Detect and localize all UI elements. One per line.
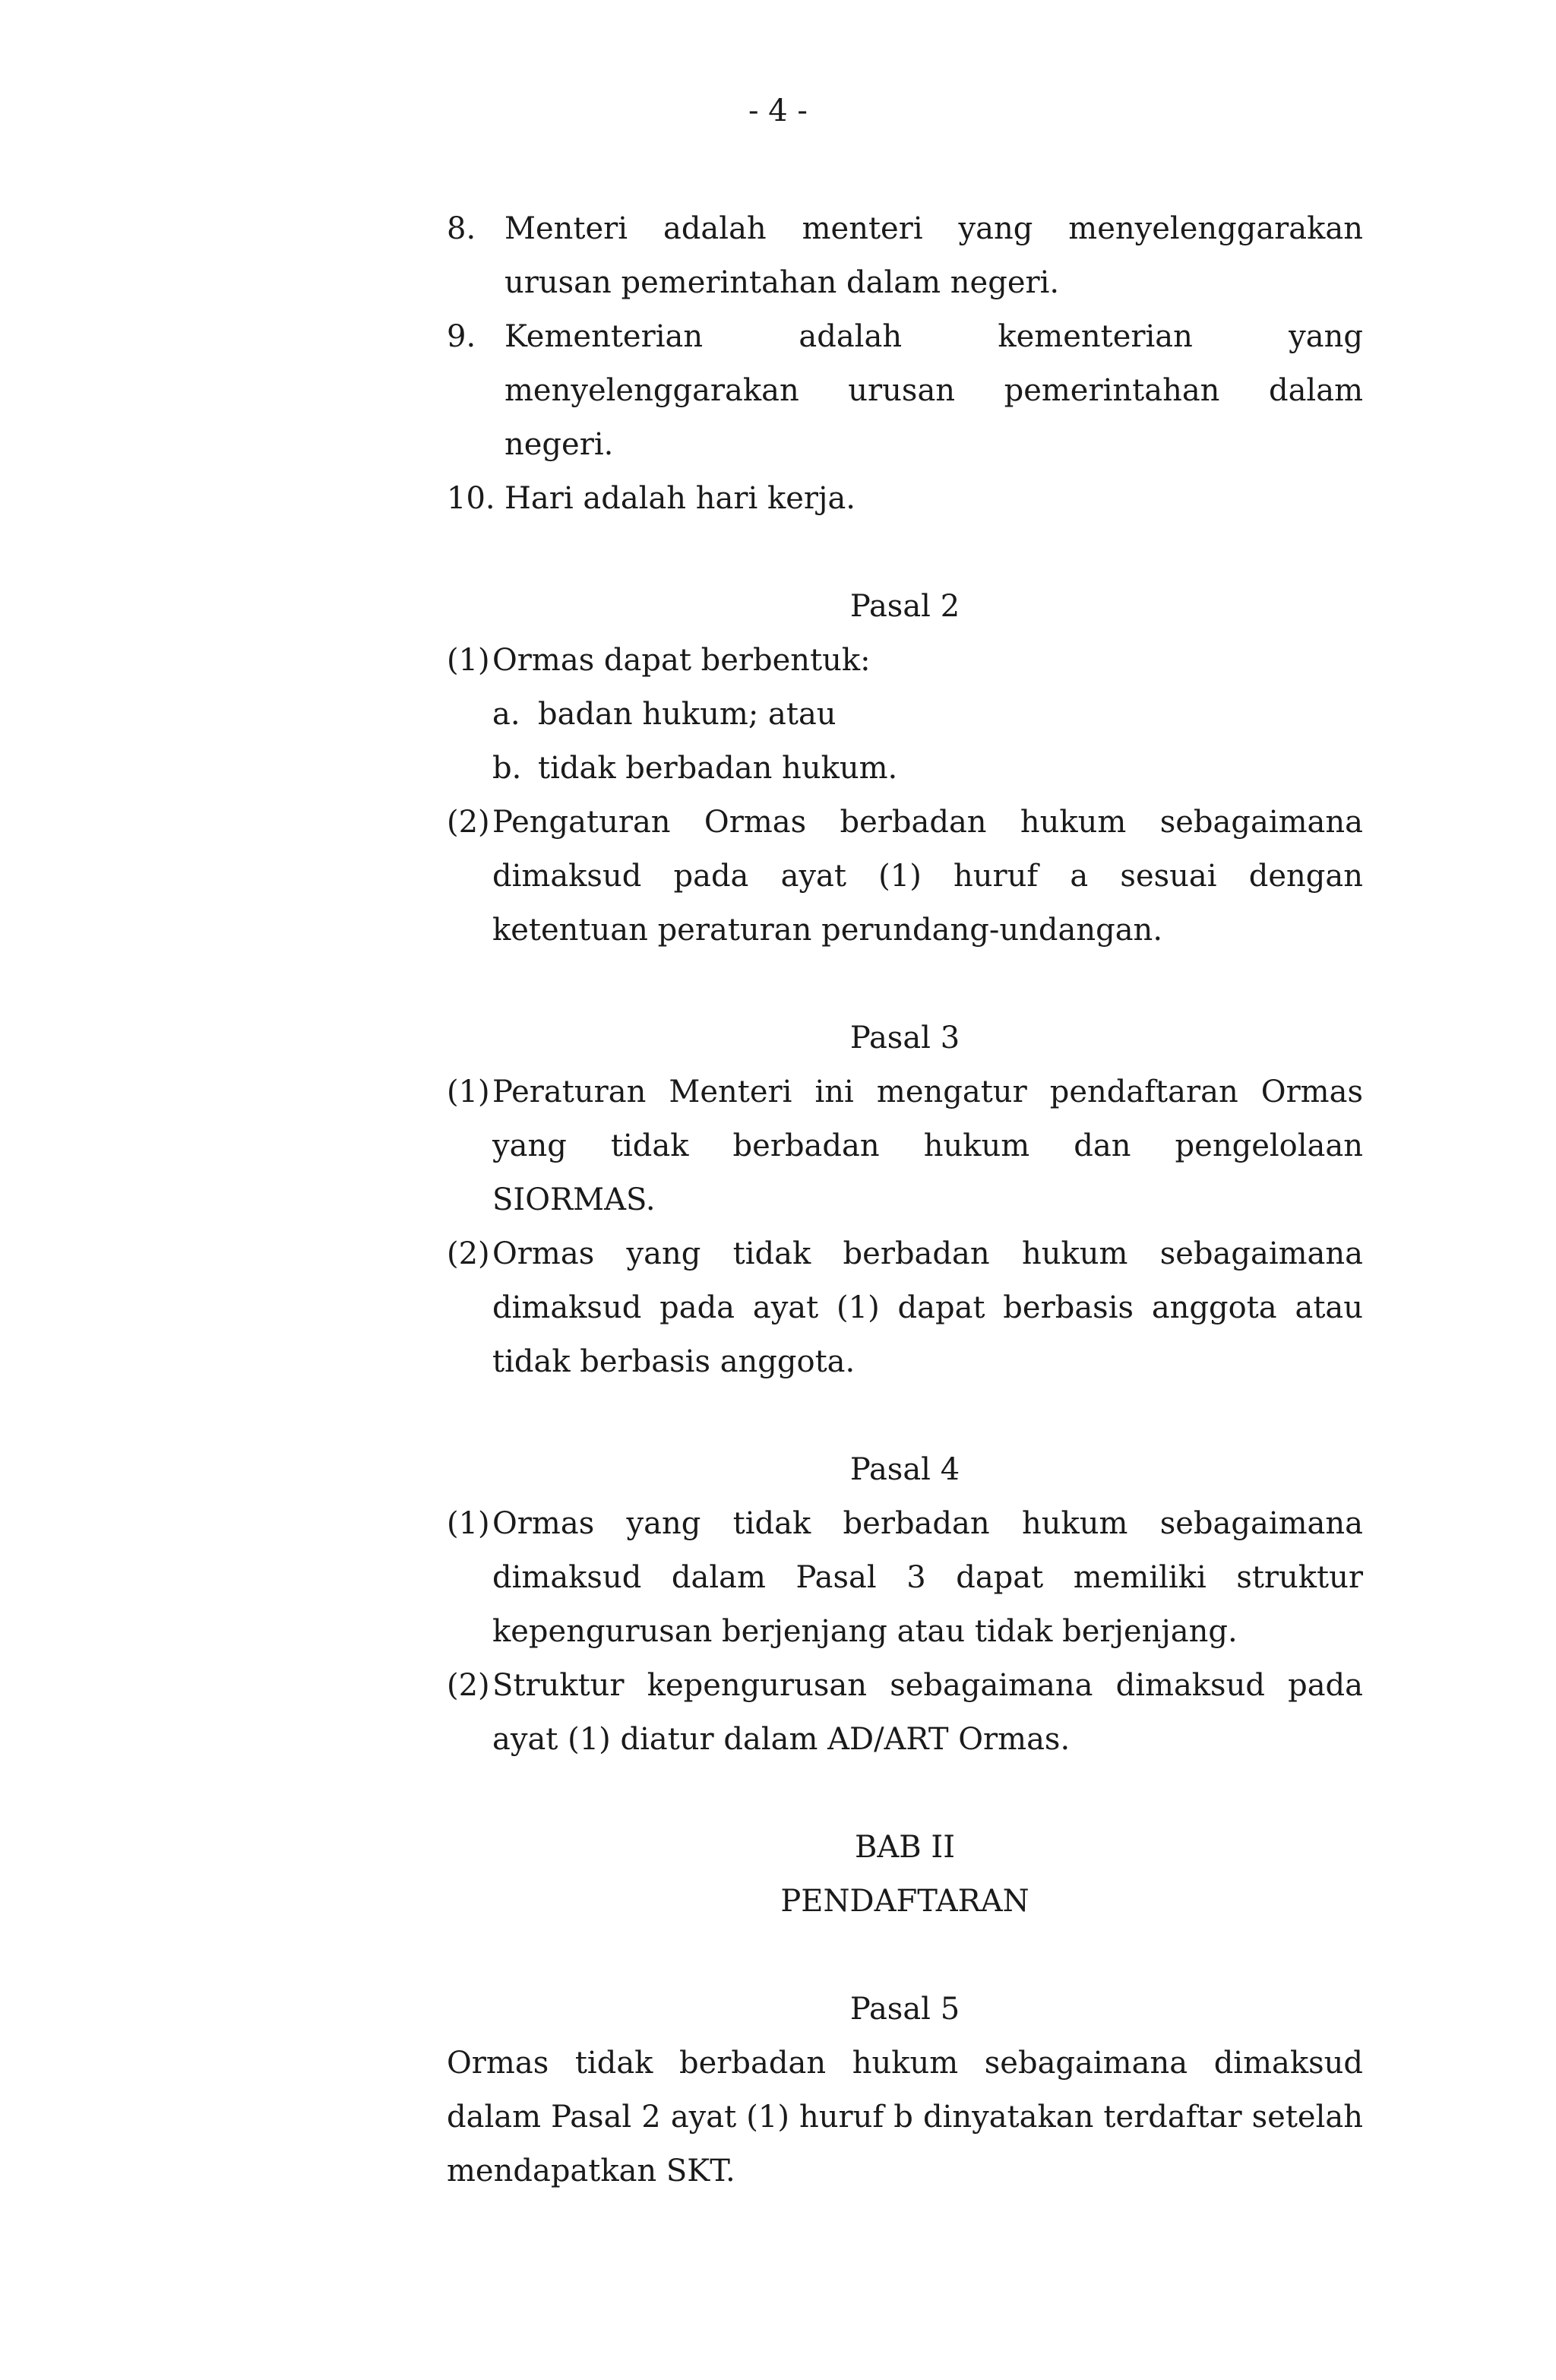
ayat-text: Ormas dapat berbentuk:: [492, 643, 871, 678]
pasal-3-heading: Pasal 3: [849, 1021, 960, 1055]
pasal-4-heading: Pasal 4: [849, 1452, 960, 1487]
huruf-letter: b.: [492, 751, 522, 786]
huruf-text: badan hukum; atau: [538, 697, 837, 732]
document-body: [447, 202, 1363, 2198]
huruf-text: tidak berbadan hukum.: [538, 751, 898, 786]
definition-number: 9.: [447, 319, 476, 354]
section-gap: [447, 1767, 1363, 1821]
bab-subtitle: PENDAFTARAN: [780, 1884, 1029, 1919]
ayat-number: (1): [447, 1506, 490, 1541]
pasal-3-ayat-1: [447, 1065, 1363, 1227]
section-gap: [447, 526, 1363, 580]
definition-number: 10.: [447, 481, 495, 516]
ayat-text: Ormas yang tidak berbadan hukum sebagaimana dimaksud dalam Pasal 3 dapat memiliki struktur kepengurusan berjenjang atau tidak berjenjang.: [492, 1506, 1363, 1649]
huruf-letter: a.: [492, 697, 520, 732]
ayat-number: (1): [447, 643, 490, 678]
section-gap: [447, 1929, 1363, 1983]
section-gap: [447, 957, 1363, 1011]
ayat-number: (2): [447, 805, 490, 840]
definition-item-10: [447, 472, 1363, 526]
pasal-2-ayat-1: [447, 634, 1363, 688]
definition-text: Hari adalah hari kerja.: [504, 481, 856, 516]
definition-number: 8.: [447, 211, 476, 246]
pasal-3-ayat-2: [447, 1227, 1363, 1389]
definition-item-8: [447, 202, 1363, 310]
ayat-number: (2): [447, 1668, 490, 1703]
ayat-text: Struktur kepengurusan sebagaimana dimaksud pada ayat (1) diatur dalam AD/ART Ormas.: [492, 1668, 1363, 1757]
section-gap: [447, 1389, 1363, 1443]
definition-text: Menteri adalah menteri yang menyelenggarakan urusan pemerintahan dalam negeri.: [504, 211, 1363, 300]
pasal-5-heading: Pasal 5: [849, 1992, 960, 2027]
ayat-text: Pengaturan Ormas berbadan hukum sebagaimana dimaksud pada ayat (1) huruf a sesuai dengan ketentuan peraturan perundang-undangan.: [492, 805, 1363, 948]
huruf-item-b: [492, 742, 1363, 796]
ayat-number: (1): [447, 1074, 490, 1109]
ayat-text: Ormas yang tidak berbadan hukum sebagaimana dimaksud pada ayat (1) dapat berbasis anggota atau tidak berbasis anggota.: [492, 1236, 1363, 1379]
definition-text: Kementerian adalah kementerian yang menyelenggarakan urusan pemerintahan dalam negeri.: [504, 319, 1363, 462]
pasal-4-ayat-1: [447, 1497, 1363, 1659]
pasal-2-heading: Pasal 2: [849, 589, 960, 624]
page-number: - 4 -: [748, 93, 808, 128]
pasal-2-huruf-list: [492, 688, 1363, 796]
pasal-4-ayat-2: [447, 1659, 1363, 1767]
bab-title: BAB II: [855, 1830, 955, 1865]
huruf-item-a: [492, 688, 1363, 742]
ayat-text: Peraturan Menteri ini mengatur pendaftaran Ormas yang tidak berbadan hukum dan pengelolaan SIORMAS.: [492, 1074, 1363, 1217]
ayat-number: (2): [447, 1236, 490, 1271]
pasal-5-text: Ormas tidak berbadan hukum sebagaimana dimaksud dalam Pasal 2 ayat (1) huruf b dinyatakan terdaftar setelah mendapatkan SKT.: [447, 2046, 1363, 2189]
definition-item-9: [447, 310, 1363, 472]
pasal-2-ayat-2: [447, 796, 1363, 957]
